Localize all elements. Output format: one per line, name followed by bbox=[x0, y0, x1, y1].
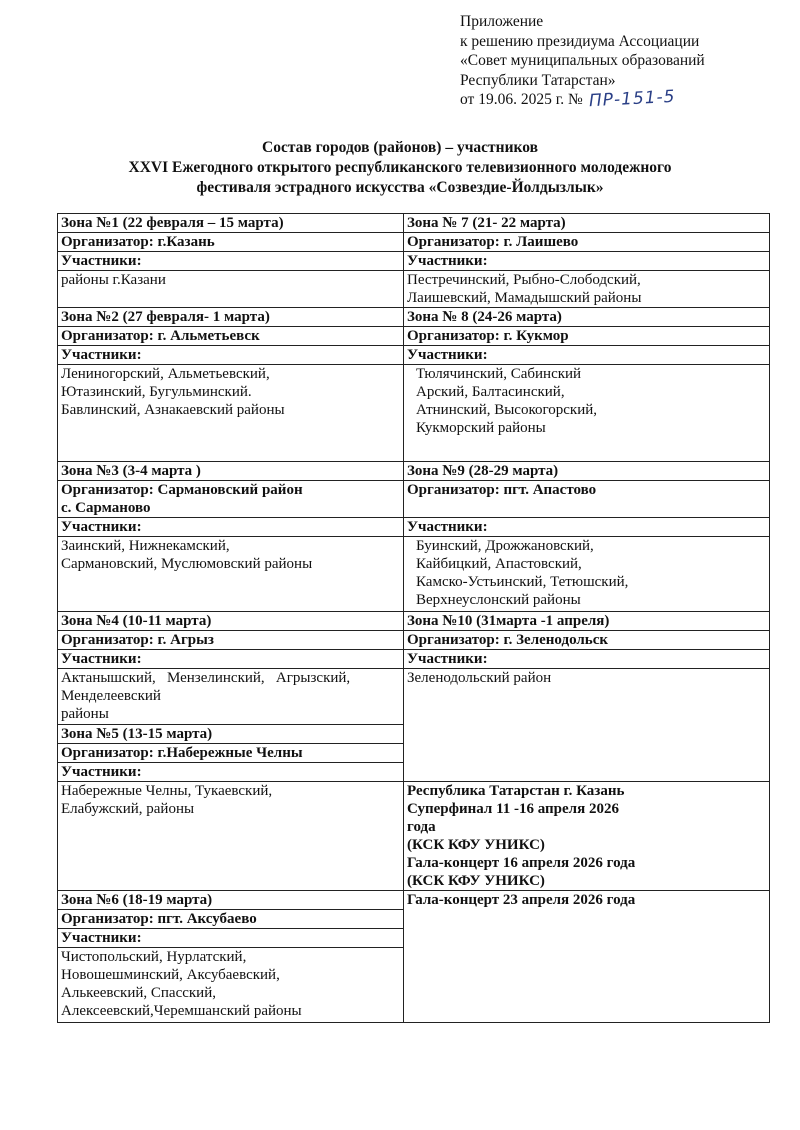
zone-9-participants-label: Участники: bbox=[404, 518, 770, 537]
table-row bbox=[58, 233, 770, 252]
table-row bbox=[58, 891, 770, 910]
table-row bbox=[58, 650, 770, 669]
zone-9-organizer: Организатор: пгт. Апастово bbox=[404, 481, 770, 518]
table-row bbox=[58, 669, 770, 725]
zone-10-participants: Зеленодольский район bbox=[404, 669, 770, 782]
zone-3-organizer: Организатор: Сармановский район с. Сарманово bbox=[58, 481, 404, 518]
decision-line bbox=[460, 86, 705, 112]
zone-4-participants-label: Участники: bbox=[58, 650, 404, 669]
zone-10-participants-label: Участники: bbox=[404, 650, 770, 669]
zone-1-organizer: Организатор: г.Казань bbox=[58, 233, 404, 252]
title-line-3: фестиваля эстрадного искусства «Созвездие-Йолдызлык» bbox=[196, 179, 604, 196]
table-row bbox=[58, 537, 770, 612]
zone-2-name: Зона №2 (27 февраля- 1 марта) bbox=[58, 308, 404, 327]
zone-4-name: Зона №4 (10-11 марта) bbox=[58, 612, 404, 631]
table-row bbox=[58, 518, 770, 537]
zone-8-name: Зона № 8 (24-26 марта) bbox=[404, 308, 770, 327]
zone-3-name: Зона №3 (3-4 марта ) bbox=[58, 462, 404, 481]
appendix-line-4: Республики Татарстан» bbox=[460, 71, 616, 89]
table-row bbox=[58, 462, 770, 481]
appendix-line-2: к решению президиума Ассоциации bbox=[460, 32, 700, 50]
zone-1-participants: районы г.Казани bbox=[58, 271, 404, 308]
table-row bbox=[58, 308, 770, 327]
zone-5-name: Зона №5 (13-15 марта) bbox=[58, 725, 404, 744]
zone-8-participants-label: Участники: bbox=[404, 346, 770, 365]
zones-table bbox=[57, 213, 770, 1023]
zone-2-participants-label: Участники: bbox=[58, 346, 404, 365]
zone-1-participants-label: Участники: bbox=[58, 252, 404, 271]
zone-6-organizer: Организатор: пгт. Аксубаево bbox=[58, 910, 404, 929]
zone-10-organizer: Организатор: г. Зеленодольск bbox=[404, 631, 770, 650]
table-row bbox=[58, 365, 770, 462]
zone-9-participants: Буинский, Дрожжановский, Кайбицкий, Апастовский, Камско-Устьинский, Тетюшский, Верхнеуслонский районы bbox=[404, 537, 770, 612]
decision-date: от 19.06. 2025 г. № bbox=[460, 91, 583, 108]
zone-7-participants: Пестречинский, Рыбно-Слободский, Лаишевский, Мамадышский районы bbox=[404, 271, 770, 308]
document-title bbox=[40, 138, 760, 198]
zone-2-participants: Лениногорский, Альметьевский, Ютазинский, Бугульминский. Бавлинский, Азнакаевский районы bbox=[58, 365, 404, 462]
handwritten-decision-number: ПР-151-5 bbox=[588, 86, 676, 112]
zone-7-name: Зона № 7 (21- 22 марта) bbox=[404, 214, 770, 233]
table-row bbox=[58, 271, 770, 308]
title-line-1: Состав городов (районов) – участников bbox=[262, 139, 538, 156]
zone-5-participants-label: Участники: bbox=[58, 763, 404, 782]
table-row bbox=[58, 612, 770, 631]
zone-6-participants: Чистопольский, Нурлатский, Новошешминский, Аксубаевский, Алькеевский, Спасский, Алексеевский,Черемшанский районы bbox=[58, 948, 404, 1023]
zone-5-organizer: Организатор: г.Набережные Челны bbox=[58, 744, 404, 763]
table-row bbox=[58, 214, 770, 233]
table-row bbox=[58, 481, 770, 518]
zone-4-organizer: Организатор: г. Агрыз bbox=[58, 631, 404, 650]
title-line-2: XXVI Ежегодного открытого республиканского телевизионного молодежного bbox=[128, 159, 672, 176]
table-row bbox=[58, 346, 770, 365]
appendix-line-3: «Совет муниципальных образований bbox=[460, 52, 705, 69]
zone-6-name: Зона №6 (18-19 марта) bbox=[58, 891, 404, 910]
zone-5-participants: Набережные Челны, Тукаевский, Елабужский, районы bbox=[58, 782, 404, 891]
zone-2-organizer: Организатор: г. Альметьевск bbox=[58, 327, 404, 346]
zone-8-participants: Тюлячинский, Сабинский Арский, Балтасинский, Атнинский, Высокогорский, Кукморский районы bbox=[404, 365, 770, 462]
table-row bbox=[58, 327, 770, 346]
gala-concert-info: Гала-концерт 23 апреля 2026 года bbox=[404, 891, 770, 1023]
zone-1-name: Зона №1 (22 февраля – 15 марта) bbox=[58, 214, 404, 233]
appendix-header bbox=[460, 12, 705, 110]
table-row bbox=[58, 252, 770, 271]
zone-10-name: Зона №10 (31марта -1 апреля) bbox=[404, 612, 770, 631]
zone-7-organizer: Организатор: г. Лаишево bbox=[404, 233, 770, 252]
zone-6-participants-label: Участники: bbox=[58, 929, 404, 948]
zone-7-participants-label: Участники: bbox=[404, 252, 770, 271]
zone-9-name: Зона №9 (28-29 марта) bbox=[404, 462, 770, 481]
zone-3-participants-label: Участники: bbox=[58, 518, 404, 537]
table-row bbox=[58, 631, 770, 650]
zone-4-participants: Актанышский, Мензелинский, Агрызский, Менделеевский районы bbox=[58, 669, 404, 725]
table-row bbox=[58, 782, 770, 891]
zone-8-organizer: Организатор: г. Кукмор bbox=[404, 327, 770, 346]
zone-3-participants: Заинский, Нижнекамский, Сармановский, Муслюмовский районы bbox=[58, 537, 404, 612]
superfinal-info: Республика Татарстан г. Казань Суперфинал 11 -16 апреля 2026 года (КСК КФУ УНИКС) Гала-концерт 16 апреля 2026 года (КСК КФУ УНИКС) bbox=[404, 782, 770, 891]
appendix-line-1: Приложение bbox=[460, 13, 544, 30]
